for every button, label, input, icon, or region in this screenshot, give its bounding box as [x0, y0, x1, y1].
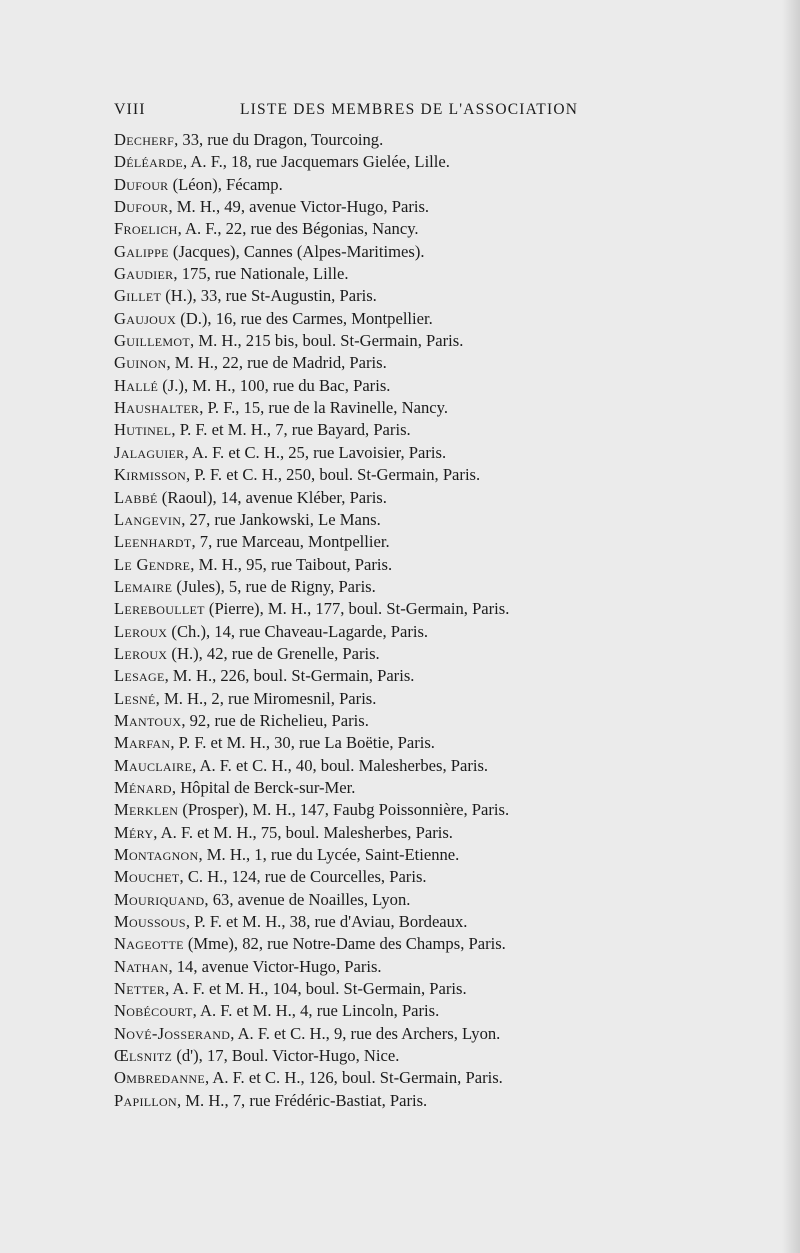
- member-entry: [114, 822, 604, 844]
- member-details: , M. H., 7, rue Frédéric-Bastiat, Paris.: [176, 1090, 428, 1110]
- member-name: Nageotte: [114, 934, 184, 954]
- member-details: , 63, avenue de Noailles, Lyon.: [204, 889, 411, 909]
- member-entry: [114, 129, 604, 151]
- member-name: Marfan: [114, 733, 171, 753]
- member-entry: [114, 688, 604, 710]
- member-name: Guillemot: [114, 331, 191, 351]
- member-list: [114, 129, 604, 1112]
- member-name: Méry: [114, 822, 154, 842]
- member-entry: [114, 397, 604, 419]
- member-name: Montagnon: [114, 845, 199, 864]
- member-name: Jalaguier: [114, 442, 185, 462]
- member-entry: [114, 531, 604, 553]
- member-details: (Ch.), 14, rue Chaveau-Lagarde, Paris.: [167, 621, 429, 641]
- member-name: Mouriquand: [114, 889, 205, 909]
- member-entry: [114, 621, 604, 643]
- member-details: (H.), 42, rue de Grenelle, Paris.: [167, 643, 380, 663]
- member-entry: [114, 755, 604, 777]
- member-name: Lesage: [114, 666, 165, 686]
- member-details: (d'), 17, Boul. Victor-Hugo, Nice.: [172, 1046, 400, 1066]
- member-details: , Hôpital de Berck-sur-Mer.: [171, 777, 356, 797]
- member-details: , A. F. et M. H., 75, boul. Malesherbes, Paris.: [153, 822, 453, 842]
- member-entry: [114, 799, 604, 821]
- member-details: (Jacques), Cannes (Alpes-Maritimes).: [168, 241, 425, 261]
- member-name: Kirmisson: [114, 465, 187, 485]
- member-details: , 33, rue du Dragon, Tourcoing.: [174, 130, 384, 149]
- member-name: Moussous: [114, 912, 186, 932]
- member-name: Gaujoux: [114, 308, 177, 328]
- member-entry: [114, 844, 604, 866]
- member-name: Le Gendre: [114, 554, 191, 574]
- member-name: Gillet: [114, 286, 162, 306]
- member-entry: [114, 487, 604, 509]
- member-details: , C. H., 124, rue de Courcelles, Paris.: [179, 867, 427, 887]
- member-entry: [114, 375, 604, 397]
- member-details: (Pierre), M. H., 177, boul. St-Germain, Paris.: [204, 599, 510, 619]
- member-entry: [114, 419, 604, 441]
- running-head: LISTE DES MEMBRES DE L'ASSOCIATION: [240, 101, 579, 118]
- member-details: (Léon), Fécamp.: [168, 174, 283, 194]
- member-name: Dufour: [114, 174, 169, 194]
- member-name: Froelich: [114, 219, 178, 239]
- member-details: , M. H., 49, avenue Victor-Hugo, Paris.: [168, 197, 430, 217]
- member-name: Gaudier: [114, 264, 174, 284]
- page-number: VIII: [114, 101, 146, 118]
- member-details: (Mme), 82, rue Notre-Dame des Champs, Paris.: [183, 934, 506, 954]
- member-name: Hallé: [114, 375, 159, 395]
- member-name: Leroux: [114, 621, 168, 641]
- member-entry: [114, 263, 604, 285]
- member-entry: [114, 978, 604, 1000]
- member-details: , A. F., 18, rue Jacquemars Gielée, Lille.: [183, 152, 450, 172]
- member-details: , M. H., 1, rue du Lycée, Saint-Etienne.: [198, 845, 460, 864]
- member-name: Lemaire: [114, 576, 173, 596]
- member-details: (Raoul), 14, avenue Kléber, Paris.: [157, 487, 387, 507]
- member-name: Dufour: [114, 197, 169, 217]
- member-details: , 14, avenue Victor-Hugo, Paris.: [168, 956, 382, 976]
- member-name: Hutinel: [114, 420, 172, 440]
- member-name: Œlsnitz: [114, 1046, 173, 1066]
- member-details: , A. F. et M. H., 104, boul. St-Germain, Paris.: [165, 979, 467, 999]
- member-name: Decherf: [114, 130, 175, 149]
- member-name: Galippe: [114, 241, 169, 261]
- member-name: Lesné: [114, 688, 156, 708]
- page-header: [114, 101, 604, 125]
- member-entry: [114, 554, 604, 576]
- member-entry: [114, 442, 604, 464]
- member-entry: [114, 911, 604, 933]
- member-entry: [114, 174, 604, 196]
- member-details: , A. F. et M. H., 4, rue Lincoln, Paris.: [192, 1001, 440, 1021]
- member-details: (Prosper), M. H., 147, Faubg Poissonnière, Paris.: [178, 800, 510, 820]
- member-entry: [114, 218, 604, 240]
- member-details: (J.), M. H., 100, rue du Bac, Paris.: [158, 375, 391, 395]
- member-details: , P. F., 15, rue de la Ravinelle, Nancy.: [199, 398, 448, 418]
- member-name: Déléarde: [114, 152, 184, 172]
- member-details: , M. H., 95, rue Taibout, Paris.: [190, 554, 393, 574]
- member-name: Nobécourt: [114, 1001, 193, 1021]
- member-entry: [114, 509, 604, 531]
- member-details: (H.), 33, rue St-Augustin, Paris.: [161, 286, 377, 306]
- member-details: , P. F. et M. H., 7, rue Bayard, Paris.: [171, 420, 411, 440]
- member-details: , P. F. et M. H., 38, rue d'Aviau, Bordeaux.: [185, 912, 468, 932]
- member-name: Nové-Josserand: [114, 1023, 231, 1043]
- member-name: Guinon: [114, 353, 167, 373]
- member-details: , 7, rue Marceau, Montpellier.: [191, 532, 390, 552]
- member-details: , A. F. et C. H., 9, rue des Archers, Lyon.: [230, 1023, 501, 1043]
- member-entry: [114, 732, 604, 754]
- member-entry: [114, 330, 604, 352]
- member-name: Leroux: [114, 643, 168, 663]
- member-name: Ombredanne: [114, 1068, 205, 1088]
- member-entry: [114, 1023, 604, 1045]
- member-name: Ménard: [114, 777, 172, 797]
- member-entry: [114, 308, 604, 330]
- member-entry: [114, 777, 604, 799]
- member-details: , P. F. et M. H., 30, rue La Boëtie, Paris.: [170, 733, 435, 753]
- member-entry: [114, 866, 604, 888]
- member-details: , A. F. et C. H., 40, boul. Malesherbes, Paris.: [192, 755, 489, 775]
- member-entry: [114, 352, 604, 374]
- member-entry: [114, 196, 604, 218]
- member-entry: [114, 665, 604, 687]
- member-name: Mantoux: [114, 710, 182, 730]
- member-name: Lereboullet: [114, 599, 205, 619]
- member-details: , 27, rue Jankowski, Le Mans.: [181, 509, 381, 529]
- member-details: (Jules), 5, rue de Rigny, Paris.: [172, 576, 376, 596]
- member-details: , M. H., 2, rue Miromesnil, Paris.: [155, 688, 377, 708]
- member-name: Langevin: [114, 509, 182, 529]
- member-entry: [114, 598, 604, 620]
- member-entry: [114, 1067, 604, 1089]
- member-name: Labbé: [114, 487, 158, 507]
- member-name: Merklen: [114, 800, 179, 820]
- member-name: Netter: [114, 979, 166, 999]
- member-entry: [114, 576, 604, 598]
- member-name: Haushalter: [114, 398, 200, 418]
- member-details: , A. F. et C. H., 126, boul. St-Germain, Paris.: [205, 1068, 503, 1088]
- member-name: Leenhardt: [114, 532, 192, 552]
- member-details: , M. H., 22, rue de Madrid, Paris.: [166, 353, 387, 373]
- member-entry: [114, 285, 604, 307]
- member-entry: [114, 643, 604, 665]
- member-details: , 175, rue Nationale, Lille.: [173, 264, 349, 284]
- member-entry: [114, 710, 604, 732]
- member-entry: [114, 1090, 604, 1112]
- member-entry: [114, 956, 604, 978]
- member-entry: [114, 889, 604, 911]
- member-details: (D.), 16, rue des Carmes, Montpellier.: [176, 308, 433, 328]
- member-details: , M. H., 215 bis, boul. St-Germain, Paris.: [190, 331, 464, 351]
- member-name: Nathan: [114, 956, 169, 976]
- member-details: , 92, rue de Richelieu, Paris.: [181, 710, 369, 730]
- member-details: , P. F. et C. H., 250, boul. St-Germain, Paris.: [186, 465, 481, 485]
- member-details: , M. H., 226, boul. St-Germain, Paris.: [164, 666, 415, 686]
- member-entry: [114, 1045, 604, 1067]
- member-name: Mauclaire: [114, 755, 193, 775]
- member-entry: [114, 933, 604, 955]
- member-name: Mouchet: [114, 867, 180, 887]
- member-entry: [114, 151, 604, 173]
- member-details: , A. F., 22, rue des Bégonias, Nancy.: [177, 219, 419, 239]
- member-entry: [114, 241, 604, 263]
- member-entry: [114, 464, 604, 486]
- page-edge-shadow: [782, 0, 800, 1253]
- member-entry: [114, 1000, 604, 1022]
- member-name: Papillon: [114, 1090, 177, 1110]
- member-details: , A. F. et C. H., 25, rue Lavoisier, Paris.: [184, 442, 447, 462]
